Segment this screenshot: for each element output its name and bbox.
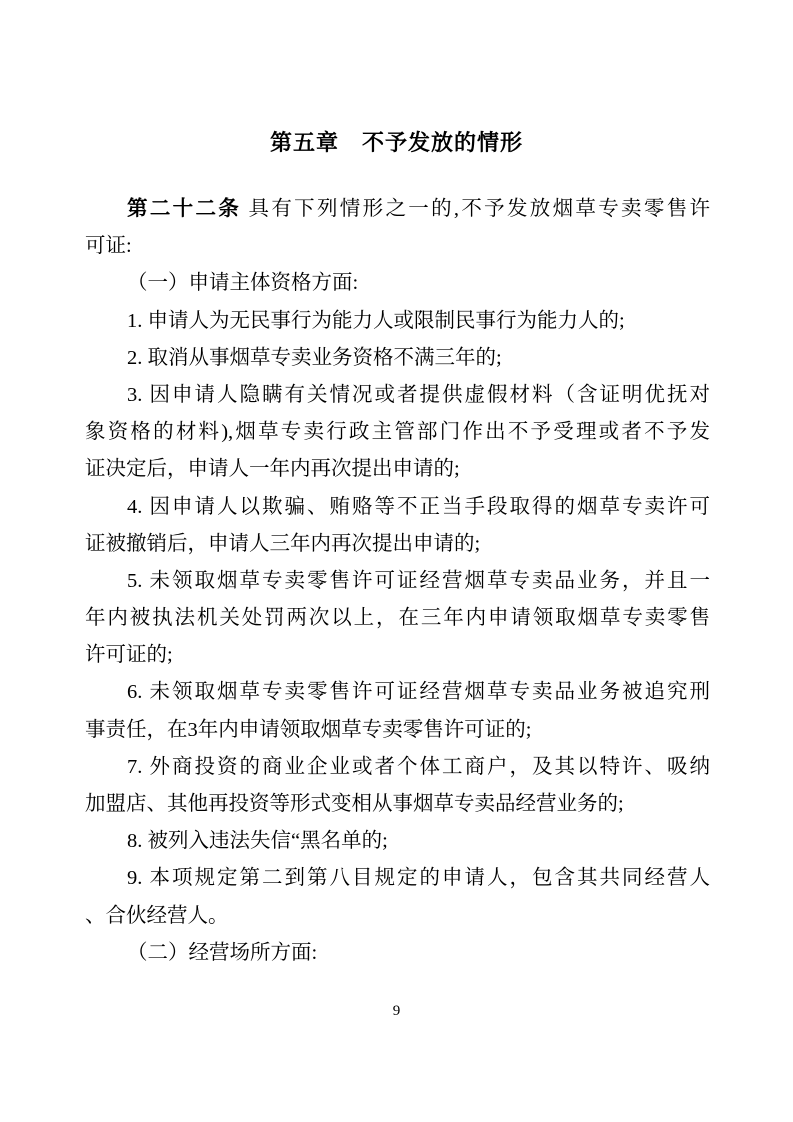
article-line: 事责任，在3年内申请领取烟草专卖零售许可证的; [85,718,532,741]
article-line: 7. 外商投资的商业企业或者个体工商户，及其以特许、吸纳 [127,755,710,778]
article-line: 证决定后，申请人一年内再次提出申请的; [85,458,460,481]
article-number-label: 第二十二条 [127,198,242,220]
article-line: 8. 被列入违法失信“黑名单的; [127,830,388,853]
article-line: 3. 因申请人隐瞒有关情况或者提供虚假材料（含证明优抚对 [127,383,710,406]
article-line: 象资格的材料),烟草专卖行政主管部门作出不予受理或者不予发 [85,421,710,444]
article-line: 许可证的; [85,644,173,667]
article-line: 9. 本项规定第二到第八目规定的申请人，包含其共同经营人 [127,867,710,890]
article-line: 、合伙经营人。 [85,904,229,927]
article-line: 5. 未领取烟草专卖零售许可证经营烟草专卖品业务，并且一 [127,569,710,592]
article-line: 证被撤销后，申请人三年内再次提出申请的; [85,532,481,555]
article-line: 4. 因申请人以欺骗、贿赂等不正当手段取得的烟草专卖许可 [127,495,710,518]
article-line: 2. 取消从事烟草专卖业务资格不满三年的; [127,346,502,369]
article-line: 1. 申请人为无民事行为能力人或限制民事行为能力人的; [127,309,625,332]
article-line: 6. 未领取烟草专卖零售许可证经营烟草专卖品业务被追究刑 [127,681,710,704]
article-line: 加盟店、其他再投资等形式变相从事烟草专卖品经营业务的; [85,793,624,815]
article-line: （二）经营场所方面: [127,941,318,964]
chapter-title: 第五章 不予发放的情形 [269,130,523,155]
article-line: （一）申请主体资格方面: [127,272,359,295]
page-number: 9 [392,1003,401,1019]
article-line: 可证: [85,235,132,258]
article-line: 年内被执法机关处罚两次以上，在三年内申请领取烟草专卖零售 [85,607,710,630]
article-line: 第二十二条 具有下列情形之一的,不予发放烟草专卖零售许 [127,198,711,220]
article-body [85,191,710,972]
